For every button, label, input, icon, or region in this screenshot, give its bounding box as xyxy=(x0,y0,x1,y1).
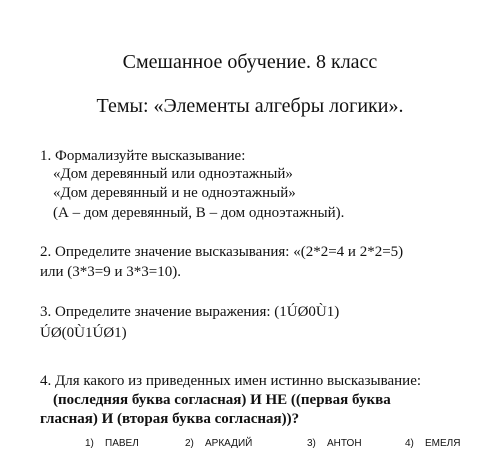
task3-expression: ÚØ(0Ù1ÚØ1) xyxy=(40,325,127,341)
option-label: ЕМЕЛЯ xyxy=(425,438,461,449)
option-label: АРКАДИЙ xyxy=(205,438,253,449)
answer-option xyxy=(307,437,362,451)
task2-prompt: 2. Определите значение высказывания: «(2*2=4 и 2*2=5) xyxy=(40,244,404,260)
topic-heading: Темы: «Элементы алгебры логики». xyxy=(96,95,404,117)
answer-option xyxy=(185,437,252,451)
task3-prompt: 3. Определите значение выражения: (1ÚØ0Ù1) xyxy=(40,304,340,320)
task1-statement-a: «Дом деревянный или одноэтажный» xyxy=(53,166,293,182)
option-label: АНТОН xyxy=(327,438,362,449)
answer-option xyxy=(405,437,460,451)
page-title: Смешанное обучение. 8 класс xyxy=(122,51,378,73)
option-number: 2) xyxy=(185,438,194,449)
task4-condition: (последняя буква согласная) И НЕ ((первая буква xyxy=(53,392,391,408)
task1-prompt: 1. Формализуйте высказывание: xyxy=(40,148,246,164)
task1-statement-b: «Дом деревянный и не одноэтажный» xyxy=(53,185,296,201)
answer-options xyxy=(0,437,500,453)
option-label: ПАВЕЛ xyxy=(105,438,139,449)
option-number: 3) xyxy=(307,438,316,449)
task2-prompt-cont: или (3*3=9 и 3*3=10). xyxy=(40,264,181,280)
task4-condition-cont: гласная) И (вторая буква согласная))? xyxy=(40,411,300,427)
answer-option xyxy=(85,437,139,451)
task4-prompt: 4. Для какого из приведенных имен истинно высказывание: xyxy=(40,373,422,389)
task1-legend: (А – дом деревянный, В – дом одноэтажный). xyxy=(53,205,345,221)
option-number: 1) xyxy=(85,438,94,449)
option-number: 4) xyxy=(405,438,414,449)
